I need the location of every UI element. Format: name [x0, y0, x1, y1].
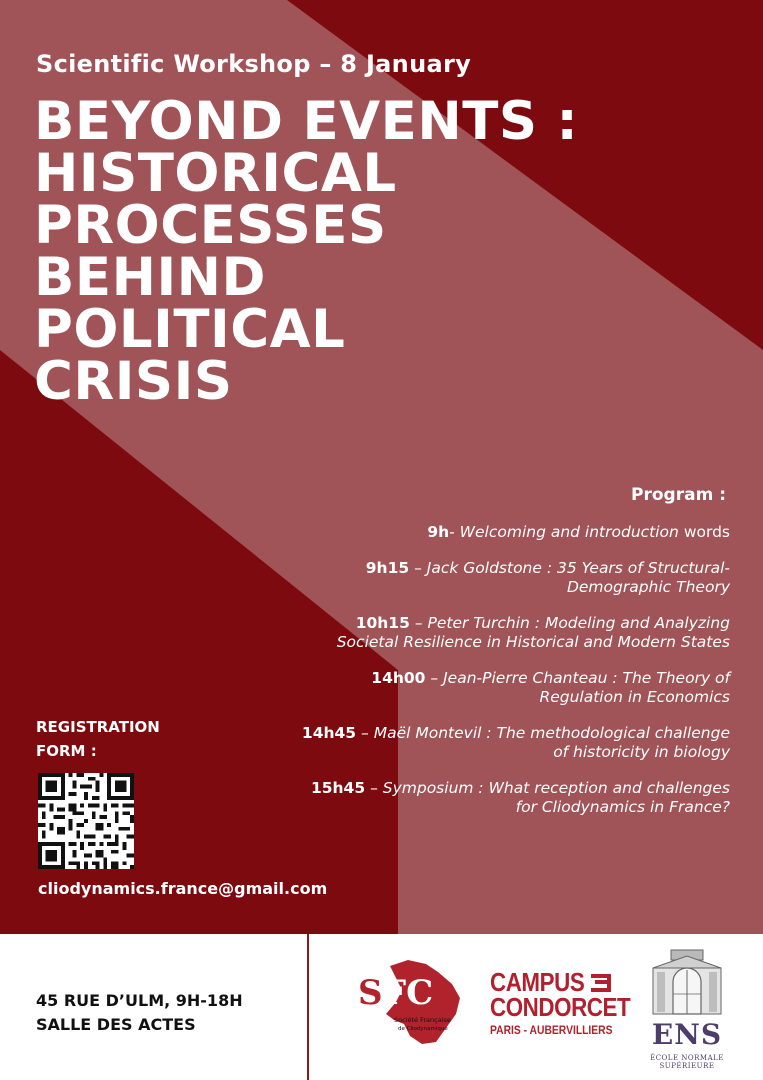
- program-separator: –: [361, 724, 369, 742]
- title-line: BEHIND: [34, 247, 267, 308]
- registration-label: [36, 715, 160, 763]
- program-description: Welcoming and introduction: [459, 522, 679, 541]
- ens-name-line: SUPÉRIEURE: [659, 1062, 715, 1070]
- program-description: Jean-Pierre Chanteau : The Theory of Regulation in Economics: [443, 669, 730, 706]
- registration-line: REGISTRATION: [36, 718, 160, 736]
- sfc-letter-s: S: [358, 973, 383, 1013]
- title-line: CRISIS: [34, 351, 233, 412]
- page-title: [34, 91, 579, 412]
- program-separator: –: [430, 669, 439, 687]
- address-line: SALLE DES ACTES: [36, 1015, 196, 1034]
- campus-condorcet-logo: [490, 967, 631, 1037]
- registration-line: FORM :: [36, 742, 97, 760]
- program-description: Maël Montevil : The methodological challenge of historicity in biology: [373, 724, 730, 761]
- program-section: [290, 486, 730, 834]
- ens-abbreviation: ENS: [651, 1018, 723, 1051]
- workshop-subtitle: Scientific Workshop – 8 January: [36, 50, 472, 78]
- campus-line1: CAMPUS: [490, 967, 585, 997]
- campus-line2: CONDORCET: [490, 992, 631, 1022]
- program-item: [290, 614, 730, 651]
- ens-building-icon: [645, 948, 729, 1018]
- sfc-letter-fc: FC: [382, 973, 434, 1013]
- program-item: [290, 669, 730, 706]
- contact-email[interactable]: cliodynamics.france@gmail.com: [38, 879, 328, 898]
- title-line: POLITICAL: [34, 299, 346, 360]
- sfc-name-line1: Société Française: [394, 1016, 451, 1024]
- ens-full-name: [645, 1054, 729, 1070]
- program-time: 9h: [427, 522, 450, 541]
- program-separator: –: [370, 779, 378, 797]
- footer-divider: [307, 934, 309, 1080]
- campus-glyph-icon: [589, 972, 613, 994]
- program-item: [290, 559, 730, 596]
- program-item: [290, 523, 730, 542]
- campus-subline: PARIS - AUBERVILLIERS: [490, 1023, 613, 1037]
- sfc-name-line2: de Cliodynamique: [398, 1026, 448, 1032]
- venue-address: [36, 989, 243, 1037]
- title-line: HISTORICAL: [34, 143, 397, 204]
- program-time: 10h15: [355, 614, 410, 632]
- title-line: PROCESSES: [34, 195, 387, 256]
- ens-name-line: ÉCOLE NORMALE: [650, 1054, 724, 1062]
- program-tail: words: [683, 522, 730, 541]
- program-time: 15h45: [310, 779, 366, 797]
- program-item: [290, 724, 730, 761]
- registration-qr-code[interactable]: [38, 773, 134, 869]
- program-separator: -: [449, 522, 455, 541]
- ens-logo: [645, 948, 729, 1070]
- title-line: BEYOND EVENTS :: [34, 91, 579, 152]
- program-separator: –: [414, 559, 422, 577]
- program-heading: Program :: [631, 485, 726, 505]
- program-time: 14h45: [301, 724, 357, 742]
- program-separator: –: [414, 614, 423, 632]
- program-time: 9h15: [365, 559, 410, 577]
- sfc-logo: [356, 958, 462, 1046]
- program-description: Peter Turchin : Modeling and Analyzing Societal Resilience in Historical and Modern States: [336, 614, 730, 651]
- program-description: Jack Goldstone : 35 Years of Structural-Demographic Theory: [426, 559, 730, 596]
- address-line: 45 RUE D’ULM, 9H-18H: [36, 991, 243, 1010]
- footer-bar: [0, 934, 763, 1080]
- program-description: Symposium : What reception and challenges for Cliodynamics in France?: [382, 779, 730, 816]
- program-time: 14h00: [371, 669, 426, 687]
- program-item: [290, 779, 730, 816]
